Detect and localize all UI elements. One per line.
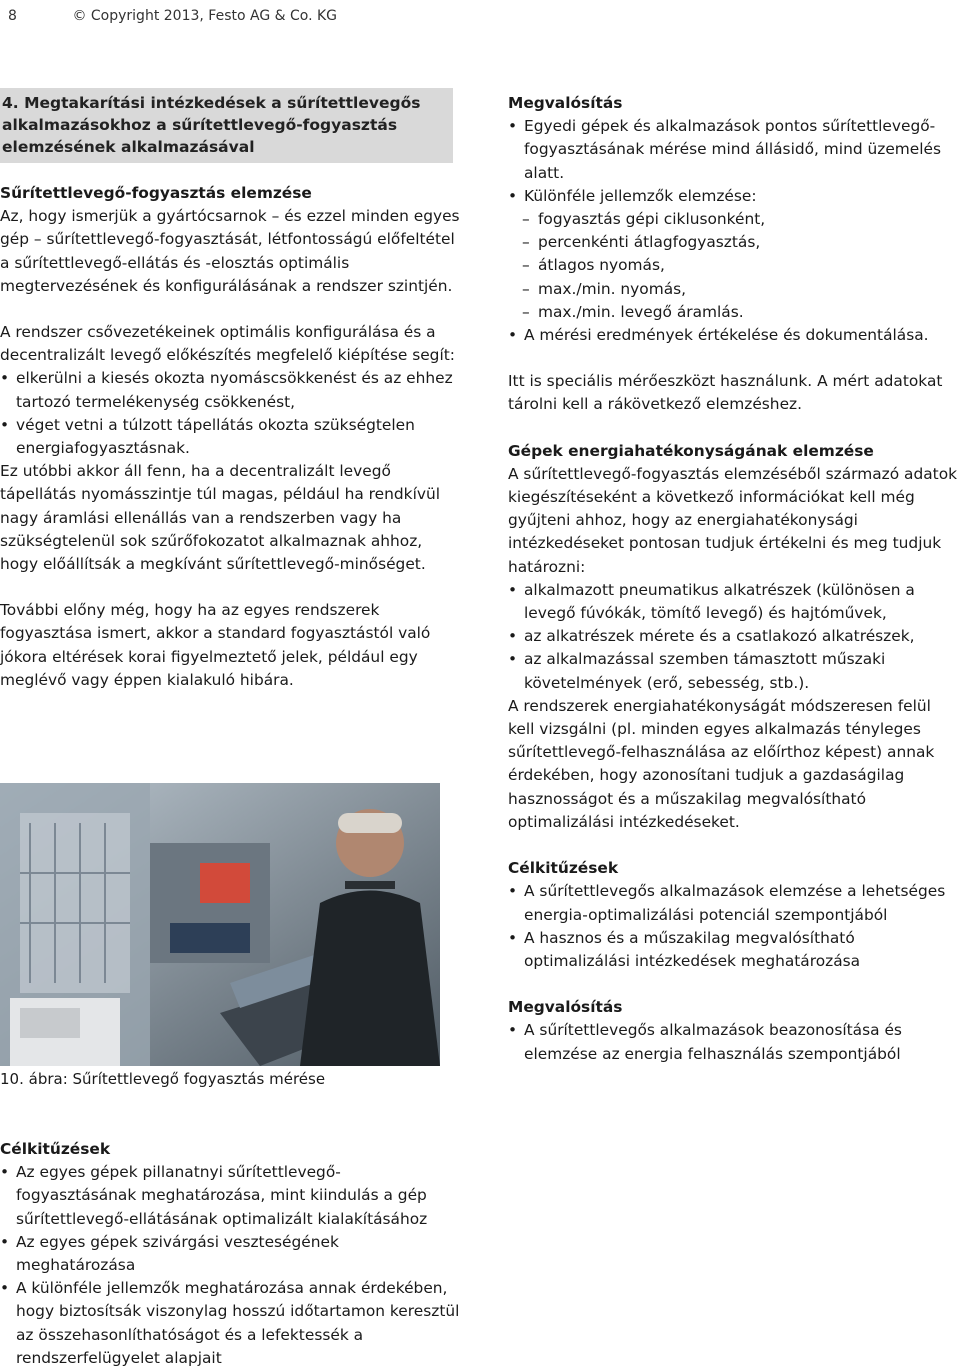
section-title: 4. Megtakarítási intézkedések a sűrítettlevegős alkalmazásokhoz a sűrítettlevegő-fogyasztás elemzésének alkalmazásával [0,88,453,163]
piping-paragraph: A rendszer csővezetékeinek optimális konfigurálása és a decentralizált levegő előkészítés megfelelő kiépítése segít: [0,323,455,365]
list-item: – átlagos nyomás, [508,254,960,277]
goals-list [0,1161,460,1370]
goals-heading-right: Célkitűzések [508,859,619,878]
intro-paragraph: Az, hogy ismerjük a gyártócsarnok – és ezzel minden egyes gép – sűrítettlevegő-fogyasztását, létfontosságú előfeltétel a sűrítettlevegő-ellátás és -elosztás optimális megtervezésének és konfigurálásának a rendszer szintjén. [0,207,460,295]
list-item: • az alkalmazással szemben támasztott műszaki követelmények (erő, sebesség, stb.). [508,648,960,694]
list-item: • A hasznos és a műszakilag megvalósítható optimalizálási intézkedések meghatározása [508,927,960,973]
list-item: • A különféle jellemzők meghatározása annak érdekében, hogy biztosítsák viszonylag hosszú időtartamon keresztül az összehasonlíthatóságot és a lefektessék a rendszerfelügyelet alapjait [0,1277,460,1370]
list-item: • véget vetni a túlzott tápellátás okozta szükségtelen energiafogyasztásnak. [0,414,460,460]
list-item: • alkalmazott pneumatikus alkatrészek (különösen a levegő fúvókák, tömítő levegő) és hajtóművek, [508,579,960,625]
list-item: – fogyasztás gépi ciklusonként, [508,208,960,231]
figure-caption: 10. ábra: Sűrítettlevegő fogyasztás mérése [0,1070,326,1088]
list-item: • Az egyes gépek pillanatnyi sűrítettlevegő-fogyasztásának meghatározása, mint kiindulás a gép sűrítettlevegő-ellátásának optimalizált kialakításához [0,1161,460,1231]
list-item: • A sűrítettlevegős alkalmazások elemzése a lehetséges energia-optimalizálási potenciál szempontjából [508,880,960,926]
goals-heading: Célkitűzések [0,1140,111,1158]
energy-heading: Gépek energiahatékonyságának elemzése [508,441,874,460]
implementation-heading: Megvalósítás [508,94,623,112]
left-column [0,182,460,692]
list-item: – max./min. nyomás, [508,278,960,301]
page-number: 8 [8,8,17,24]
tool-paragraph: Itt is speciális mérőeszközt használunk. A mért adatokat tárolni kell a rákövetkező elemzéshez. [508,372,943,414]
photo-illustration [0,783,440,1066]
list-item: • Egyedi gépek és alkalmazások pontos sűrítettlevegő-fogyasztásának mérése mind állásidő, mind üzemelés alatt. [508,115,960,185]
energy-paragraph: A sűrítettlevegő-fogyasztás elemzéséből származó adatok kiegészítéseként a következő információkat kell még gyűjteni ahhoz, hogy az energiahatékonysági intézkedéseket pontosan tudjuk értékelni és meg tudjuk határozni: [508,464,958,576]
right-column [508,92,960,1066]
page-header [8,8,337,24]
list-item: • elkerülni a kiesés okozta nyomáscsökkenést és az ehhez tartozó termelékenység csökkenést, [0,367,460,413]
pressure-paragraph: Ez utóbbi akkor áll fenn, ha a decentralizált levegő tápellátás nyomásszintje túl magas, például ha rendkívül nagy áramlási ellenállás van a rendszerben vagy ha szükségtelenül sok szűrőfokozatot alkalmaznak ahhoz, hogy előállítsák a megkívánt sűrítettlevegő-minőséget. [0,462,440,574]
copyright-notice: © Copyright 2013, Festo AG & Co. KG [72,8,338,24]
bottom-left-column [0,1138,460,1370]
implementation-list-2 [508,1019,960,1065]
measurement-photo [0,783,440,1066]
analysis-heading: Sűrítettlevegő-fogyasztás elemzése [0,184,312,202]
benefits-list [0,367,460,460]
list-item: – max./min. levegő áramlás. [508,301,960,324]
list-item: • Különféle jellemzők elemzése: [508,185,960,208]
implementation-list [508,115,960,347]
goals-list-right [508,880,960,973]
list-item: – percenkénti átlagfogyasztás, [508,231,960,254]
energy-paragraph-2: A rendszerek energiahatékonyságát módszeresen felül kell vizsgálni (pl. minden egyes alkalmazás tényleges sűrítettlevegő-felhasználása az előírthoz képest) annak érdekében, hogy azonosítani tudjuk a gazdaságilag hasznosságot és a műszakilag megvalósítható optimalizálási intézkedéseket. [508,696,935,831]
implementation-heading-2: Megvalósítás [508,998,623,1017]
characteristics-list [508,208,960,324]
list-item: • A mérési eredmények értékelése és dokumentálása. [508,324,960,347]
advantage-paragraph: További előny még, hogy ha az egyes rendszerek fogyasztása ismert, akkor a standard fogyasztástól való jókora eltérések korai figyelmeztető jelek, például egy meglévő vagy éppen kialakuló hibára. [0,601,431,689]
list-item: • Az egyes gépek szivárgási veszteségének meghatározása [0,1231,460,1277]
list-item: • az alkatrészek mérete és a csatlakozó alkatrészek, [508,625,960,648]
energy-list [508,579,960,695]
list-item: • A sűrítettlevegős alkalmazások beazonosítása és elemzése az energia felhasználás szempontjából [508,1019,960,1065]
